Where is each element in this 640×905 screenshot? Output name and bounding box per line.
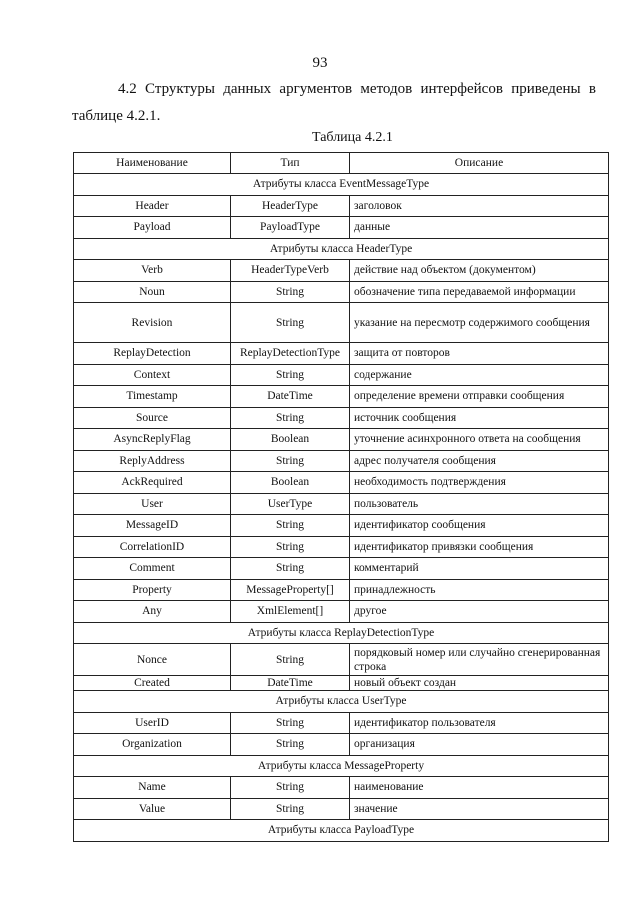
section-row: [74, 622, 609, 644]
cell-type: String: [231, 303, 350, 343]
section-row: [74, 820, 609, 842]
intro-word: в: [588, 81, 596, 97]
table-row: [74, 676, 609, 691]
cell-type: DateTime: [231, 676, 350, 691]
cell-description: новый объект создан: [350, 676, 609, 691]
cell-description: принадлежность: [350, 579, 609, 601]
section-row: [74, 174, 609, 196]
cell-description: определение времени отправки сообщения: [350, 386, 609, 408]
cell-description: данные: [350, 217, 609, 239]
section-title: Атрибуты класса EventMessageType: [74, 174, 609, 196]
table-row: [74, 281, 609, 303]
cell-name: Name: [74, 777, 231, 799]
table-row: [74, 536, 609, 558]
table-row: [74, 260, 609, 282]
table-row: [74, 734, 609, 756]
cell-description: комментарий: [350, 558, 609, 580]
cell-name: Payload: [74, 217, 231, 239]
table-row: [74, 386, 609, 408]
table-row: [74, 558, 609, 580]
cell-type: String: [231, 644, 350, 676]
intro-word: Структуры: [145, 81, 215, 97]
cell-description: содержание: [350, 364, 609, 386]
cell-name: Context: [74, 364, 231, 386]
table-row: [74, 712, 609, 734]
table-row: [74, 644, 609, 676]
cell-description: порядковый номер или случайно сгенерированная строка: [350, 644, 609, 676]
intro-word: методов: [360, 81, 413, 97]
cell-name: Comment: [74, 558, 231, 580]
cell-name: AckRequired: [74, 472, 231, 494]
table-row: [74, 515, 609, 537]
cell-description: указание на пересмотр содержимого сообщения: [350, 303, 609, 343]
cell-name: Header: [74, 195, 231, 217]
section-row: [74, 755, 609, 777]
cell-description: идентификатор пользователя: [350, 712, 609, 734]
cell-description: другое: [350, 601, 609, 623]
cell-type: String: [231, 777, 350, 799]
cell-type: HeaderType: [231, 195, 350, 217]
table-row: [74, 450, 609, 472]
section-row: [74, 691, 609, 713]
cell-type: PayloadType: [231, 217, 350, 239]
table-row: [74, 195, 609, 217]
table-body: [74, 174, 609, 842]
table-row: [74, 217, 609, 239]
intro-paragraph: [72, 76, 596, 130]
cell-description: пользователь: [350, 493, 609, 515]
cell-description: значение: [350, 798, 609, 820]
intro-word: приведены: [511, 81, 581, 97]
section-title: Атрибуты класса HeaderType: [74, 238, 609, 260]
cell-description: действие над объектом (документом): [350, 260, 609, 282]
cell-description: идентификатор сообщения: [350, 515, 609, 537]
intro-line-2: таблице 4.2.1.: [72, 108, 161, 124]
cell-name: ReplyAddress: [74, 450, 231, 472]
cell-type: String: [231, 734, 350, 756]
cell-type: String: [231, 407, 350, 429]
table-row: [74, 364, 609, 386]
cell-name: Noun: [74, 281, 231, 303]
cell-description: источник сообщения: [350, 407, 609, 429]
cell-type: String: [231, 712, 350, 734]
cell-type: DateTime: [231, 386, 350, 408]
cell-name: MessageID: [74, 515, 231, 537]
cell-name: Source: [74, 407, 231, 429]
cell-type: String: [231, 798, 350, 820]
data-structures-table: [73, 152, 609, 842]
section-title: Атрибуты класса MessageProperty: [74, 755, 609, 777]
table-caption: Таблица 4.2.1: [312, 130, 393, 145]
cell-name: User: [74, 493, 231, 515]
section-title: Атрибуты класса UserType: [74, 691, 609, 713]
header-description: Описание: [350, 153, 609, 174]
cell-name: Value: [74, 798, 231, 820]
cell-description: необходимость подтверждения: [350, 472, 609, 494]
section-title: Атрибуты класса PayloadType: [74, 820, 609, 842]
cell-description: защита от повторов: [350, 343, 609, 365]
cell-type: HeaderTypeVerb: [231, 260, 350, 282]
section-title: Атрибуты класса ReplayDetectionType: [74, 622, 609, 644]
table-row: [74, 472, 609, 494]
cell-description: идентификатор привязки сообщения: [350, 536, 609, 558]
cell-description: обозначение типа передаваемой информации: [350, 281, 609, 303]
cell-type: ReplayDetectionType: [231, 343, 350, 365]
cell-type: String: [231, 364, 350, 386]
table-row: [74, 601, 609, 623]
table-row: [74, 429, 609, 451]
cell-name: Created: [74, 676, 231, 691]
cell-description: наименование: [350, 777, 609, 799]
cell-type: XmlElement[]: [231, 601, 350, 623]
intro-line-1: [72, 76, 596, 103]
table-row: [74, 579, 609, 601]
cell-description: адрес получателя сообщения: [350, 450, 609, 472]
intro-word: 4.2: [118, 81, 137, 97]
cell-type: MessageProperty[]: [231, 579, 350, 601]
cell-type: String: [231, 515, 350, 537]
cell-name: Verb: [74, 260, 231, 282]
cell-description: заголовок: [350, 195, 609, 217]
table-row: [74, 798, 609, 820]
cell-name: Property: [74, 579, 231, 601]
cell-name: Nonce: [74, 644, 231, 676]
cell-name: Organization: [74, 734, 231, 756]
cell-name: Any: [74, 601, 231, 623]
header-type: Тип: [231, 153, 350, 174]
table-row: [74, 343, 609, 365]
cell-type: String: [231, 450, 350, 472]
cell-name: CorrelationID: [74, 536, 231, 558]
cell-type: Boolean: [231, 429, 350, 451]
cell-description: организация: [350, 734, 609, 756]
table-header-row: [74, 153, 609, 174]
table-row: [74, 303, 609, 343]
section-row: [74, 238, 609, 260]
cell-name: AsyncReplyFlag: [74, 429, 231, 451]
cell-type: String: [231, 281, 350, 303]
cell-name: Revision: [74, 303, 231, 343]
page-number: 93: [312, 55, 328, 71]
cell-description: уточнение асинхронного ответа на сообщения: [350, 429, 609, 451]
cell-type: String: [231, 536, 350, 558]
cell-name: Timestamp: [74, 386, 231, 408]
table-row: [74, 777, 609, 799]
cell-type: String: [231, 558, 350, 580]
header-name: Наименование: [74, 153, 231, 174]
cell-name: UserID: [74, 712, 231, 734]
table-row: [74, 493, 609, 515]
intro-word: данных: [223, 81, 272, 97]
cell-name: ReplayDetection: [74, 343, 231, 365]
cell-type: Boolean: [231, 472, 350, 494]
table-row: [74, 407, 609, 429]
intro-word: интерфейсов: [420, 81, 503, 97]
intro-word: аргументов: [279, 81, 353, 97]
cell-type: UserType: [231, 493, 350, 515]
